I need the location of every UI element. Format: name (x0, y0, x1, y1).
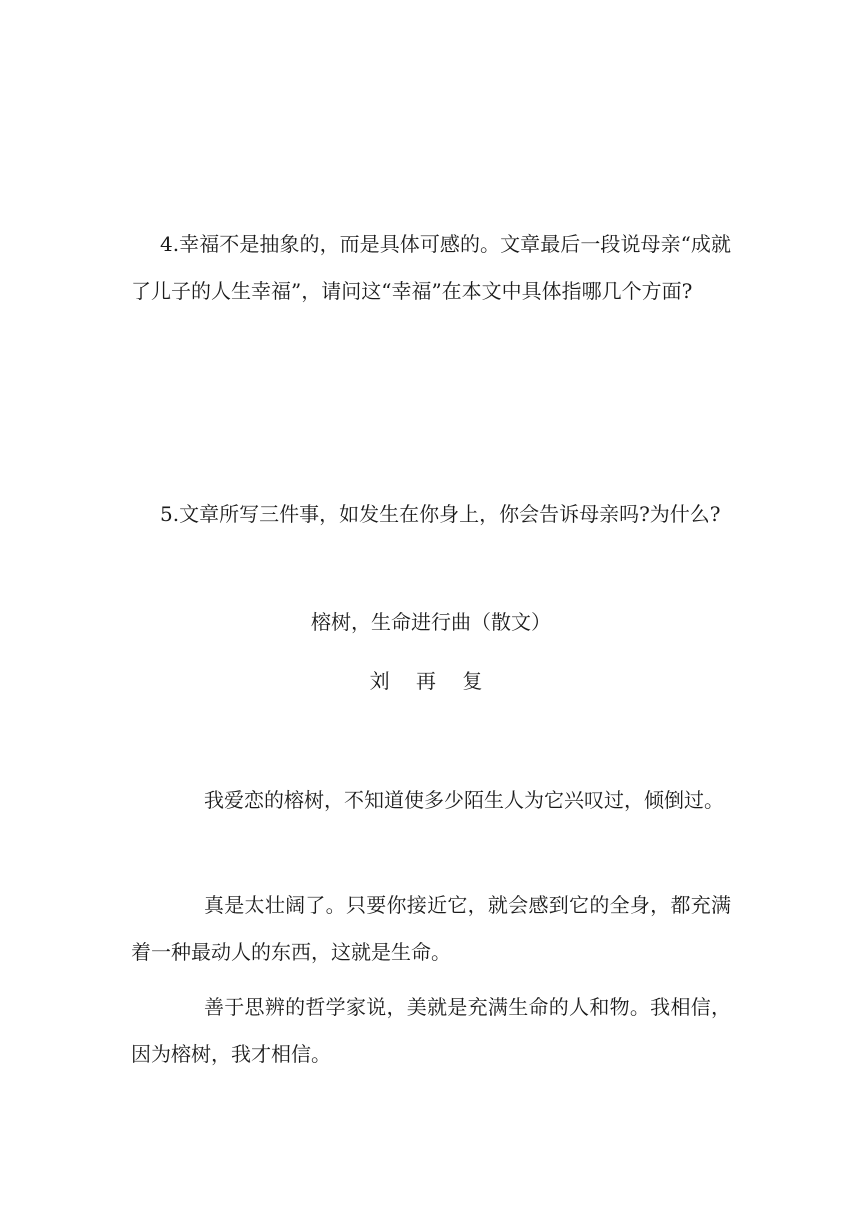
question-5: 5.文章所写三件事，如发生在你身上，你会告诉母亲吗?为什么? (160, 502, 721, 526)
article-paragraph: 我爱恋的榕树，不知道使多少陌生人为它兴叹过，倾倒过。 (204, 788, 724, 812)
article-title: 榕树，生命进行曲（散文） (311, 610, 551, 634)
article-paragraph: 真是太壮阔了。只要你接近它，就会感到它的全身，都充满着一种最动人的东西，这就是生命。 (131, 893, 731, 964)
question-4: 4.幸福不是抽象的，而是具体可感的。文章最后一段说母亲“成就了儿子的人生幸福”，请问这“幸福”在本文中具体指哪几个方面? (131, 232, 731, 303)
article-author: 刘 再 复 (369, 669, 493, 693)
article-paragraph: 善于思辨的哲学家说，美就是充满生命的人和物。我相信，因为榕树，我才相信。 (131, 995, 731, 1066)
